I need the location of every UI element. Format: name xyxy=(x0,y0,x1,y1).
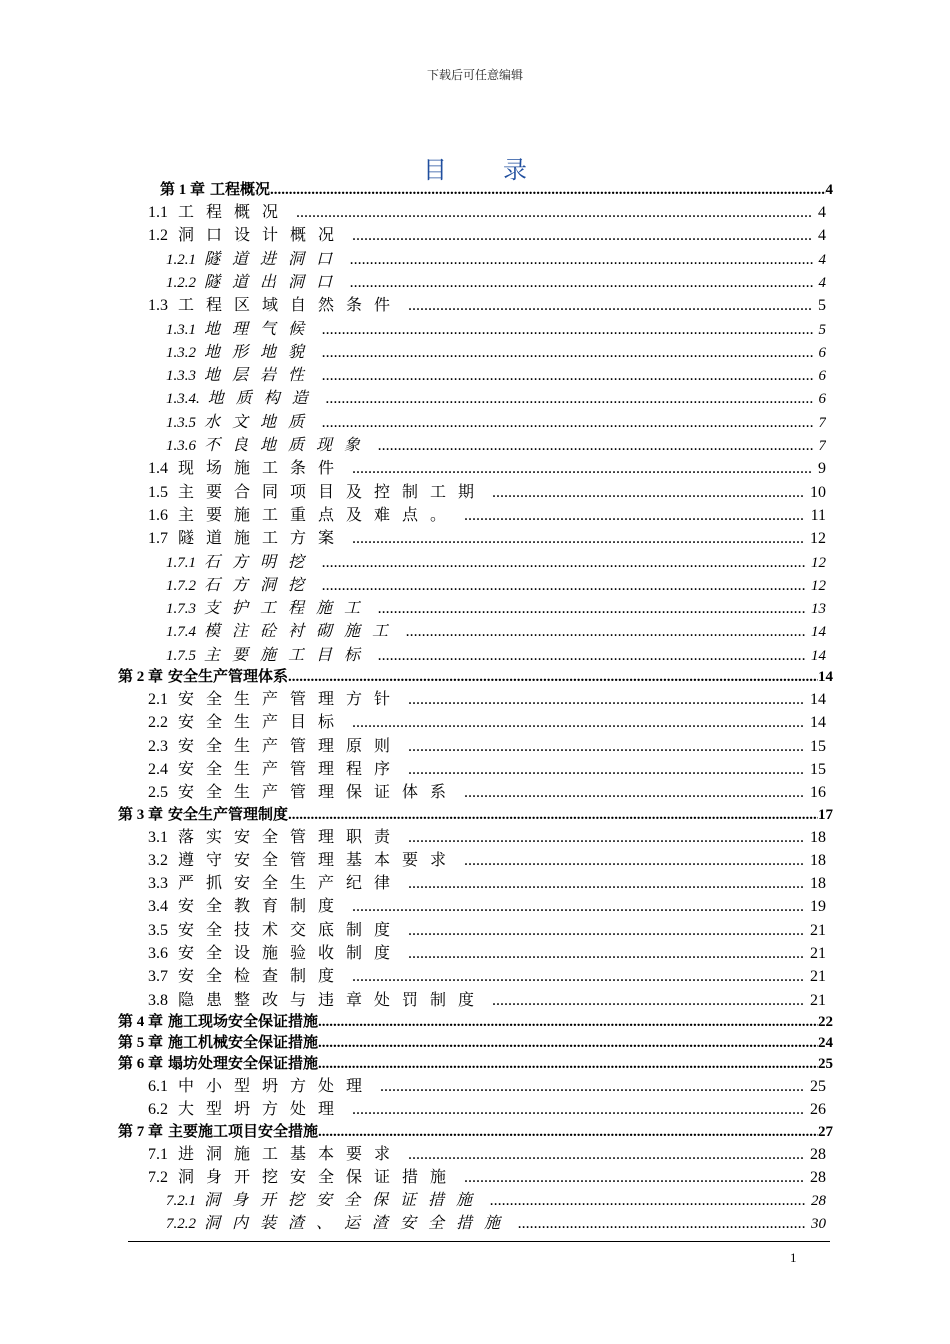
toc-entry-page: 24 xyxy=(818,1034,833,1051)
toc-entry[interactable] xyxy=(148,824,826,848)
toc-entry-label xyxy=(148,963,346,986)
toc-entry-number: 1.2 xyxy=(148,227,168,245)
toc-entry-label xyxy=(148,292,402,315)
dot-leader xyxy=(490,1192,805,1210)
toc-entry-page: 4 xyxy=(818,204,826,221)
toc-entry-number: 第 6 章 xyxy=(118,1055,164,1072)
toc-entry[interactable] xyxy=(148,455,826,479)
toc-entry-page: 13 xyxy=(811,601,826,618)
toc-entry-text: 地层岩性 xyxy=(204,367,317,385)
toc-entry-label xyxy=(148,199,290,222)
toc-entry-page: 19 xyxy=(810,898,826,916)
dot-leader xyxy=(408,297,812,315)
toc-entry-label xyxy=(148,1164,458,1187)
toc-entry-number: 第 5 章 xyxy=(118,1034,164,1051)
toc-entry[interactable] xyxy=(166,362,826,386)
toc-entry-page: 4 xyxy=(818,251,826,268)
dot-leader xyxy=(380,1078,804,1096)
toc-entry-page: 14 xyxy=(811,647,826,664)
toc-entry-text: 隧道进洞口 xyxy=(204,250,345,268)
toc-entry-page: 28 xyxy=(810,1168,826,1186)
toc-entry-label xyxy=(148,824,402,847)
toc-entry-number: 1.1 xyxy=(148,204,168,221)
toc-entry-label xyxy=(148,847,458,870)
dot-leader xyxy=(408,738,804,756)
toc-entry[interactable] xyxy=(148,1164,826,1188)
toc-entry-page: 18 xyxy=(810,851,826,869)
dot-leader xyxy=(492,992,804,1010)
toc-entry-label xyxy=(118,1031,318,1052)
toc-entry[interactable] xyxy=(148,479,826,503)
toc-entry-number: 1.6 xyxy=(148,506,168,524)
toc-entry[interactable] xyxy=(166,618,826,642)
toc-entry-page: 18 xyxy=(810,875,826,893)
toc-entry-label xyxy=(118,803,288,824)
toc-entry-page: 30 xyxy=(811,1216,826,1233)
toc-entry-page: 25 xyxy=(818,1055,833,1072)
toc-entry-page: 5 xyxy=(818,321,826,338)
toc-entry-text: 进洞施工基本要求 xyxy=(178,1145,403,1163)
toc-entry-number: 1.3.1 xyxy=(166,321,196,338)
toc-entry-number: 2.1 xyxy=(148,691,168,708)
toc-entry-page: 21 xyxy=(810,968,826,986)
toc-entry-number: 1.5 xyxy=(148,483,168,501)
toc-entry[interactable] xyxy=(148,686,826,710)
toc-entry-number: 2.3 xyxy=(148,737,168,755)
toc-entry-label xyxy=(118,1052,318,1073)
toc-entry-label xyxy=(166,246,344,269)
toc-entry-text: 地理气候 xyxy=(204,320,317,338)
toc-entry-text: 石方明挖 xyxy=(204,553,317,571)
toc-entry-text: 安全生产管理保证体系 xyxy=(178,784,459,802)
toc-entry-label xyxy=(148,502,458,525)
toc-entry-page: 21 xyxy=(810,991,826,1009)
toc-entry-text: 施工机械安全保证措施 xyxy=(168,1034,319,1051)
dot-leader xyxy=(518,1215,805,1233)
toc-entry[interactable] xyxy=(166,1187,826,1211)
toc-chapter-entry[interactable] xyxy=(118,1052,833,1074)
toc-entry-number: 1.3.5 xyxy=(166,414,196,431)
toc-entry-page: 4 xyxy=(825,182,833,198)
toc-entry-number: 7.2 xyxy=(148,1168,168,1186)
toc-entry-label xyxy=(166,642,372,665)
toc-entry[interactable] xyxy=(148,756,826,780)
dot-leader xyxy=(464,784,804,802)
toc-entry-number: 第 1 章 xyxy=(160,182,206,198)
toc-entry-number: 1.4 xyxy=(148,460,168,478)
toc-entry-label xyxy=(148,779,458,802)
toc-entry-label xyxy=(166,595,372,618)
toc-entry-text: 安全生产管理制度 xyxy=(168,806,289,823)
toc-entry-text: 安全技术交底制度 xyxy=(178,921,403,939)
toc-entry[interactable] xyxy=(148,779,826,803)
dot-leader xyxy=(296,204,812,222)
toc-entry-number: 1.7.4 xyxy=(166,624,196,641)
toc-entry-page: 21 xyxy=(810,921,826,939)
toc-entry[interactable] xyxy=(148,940,826,964)
toc-chapter-entry[interactable] xyxy=(118,1031,833,1053)
toc-entry-text: 安全生产管理程序 xyxy=(178,760,403,778)
dot-leader xyxy=(352,1101,804,1119)
toc-entry-page: 11 xyxy=(810,506,826,524)
toc-entry-page: 21 xyxy=(810,945,826,962)
toc-entry-number: 3.5 xyxy=(148,921,168,939)
toc-entry[interactable] xyxy=(148,733,826,757)
toc-entry-text: 工程概况 xyxy=(210,182,271,198)
toc-entry-text: 模注砼衬砌施工 xyxy=(204,623,401,641)
dot-leader xyxy=(378,647,805,665)
toc-entry-number: 7.2.1 xyxy=(166,1193,196,1210)
dot-leader xyxy=(322,554,805,572)
toc-entry-label xyxy=(166,385,320,408)
toc-entry-label xyxy=(166,362,316,385)
toc-entry-label xyxy=(148,870,402,893)
dot-leader xyxy=(350,251,812,269)
dot-leader xyxy=(408,922,804,940)
toc-entry-text: 不良地质现象 xyxy=(204,437,373,454)
dot-leader xyxy=(322,577,805,595)
toc-entry-text: 施工现场安全保证措施 xyxy=(168,1013,319,1030)
toc-entry-text: 安全生产管理原则 xyxy=(178,737,403,755)
toc-entry-page: 25 xyxy=(810,1077,826,1095)
toc-entry-label xyxy=(166,1210,512,1233)
toc-entry-label xyxy=(160,178,270,199)
toc-entry-text: 洞口设计概况 xyxy=(178,227,347,245)
toc-chapter-entry[interactable] xyxy=(118,1010,833,1032)
dot-leader xyxy=(378,600,805,618)
toc-entry-number: 1.3.6 xyxy=(166,438,196,454)
toc-entry-page: 12 xyxy=(811,554,826,571)
toc-entry-number: 7.2.2 xyxy=(166,1216,196,1233)
toc-entry-page: 22 xyxy=(818,1013,833,1030)
toc-entry-label xyxy=(148,893,346,916)
dot-leader xyxy=(318,1035,818,1052)
toc-entry[interactable] xyxy=(148,525,826,549)
footer-divider xyxy=(128,1241,830,1242)
toc-entry-number: 1.2.1 xyxy=(166,251,196,268)
dot-leader xyxy=(352,460,812,478)
toc-entry-number: 1.7.5 xyxy=(166,647,196,664)
toc-entry[interactable] xyxy=(166,572,826,596)
toc-entry-text: 主要施工重点及难点。 xyxy=(178,506,459,524)
dot-leader xyxy=(288,669,818,686)
dot-leader xyxy=(408,829,804,847)
toc-entry[interactable] xyxy=(166,549,826,573)
toc-entry-label xyxy=(148,222,346,245)
toc-entry-label xyxy=(166,339,316,362)
dot-leader xyxy=(408,761,804,779)
toc-entry-text: 安全生产管理方针 xyxy=(178,691,403,708)
toc-entry-label xyxy=(148,455,346,478)
toc-entry-page: 28 xyxy=(810,1145,826,1163)
dot-leader xyxy=(408,691,804,709)
toc-entry-number: 3.2 xyxy=(148,851,168,869)
toc-entry-number: 2.2 xyxy=(148,714,168,732)
dot-leader xyxy=(464,852,804,870)
toc-entry[interactable] xyxy=(148,987,826,1011)
toc-entry-label xyxy=(166,572,316,595)
toc-entry-page: 14 xyxy=(810,714,826,732)
toc-entry[interactable] xyxy=(166,642,826,666)
toc-entry-page: 5 xyxy=(818,297,826,315)
toc-entry-page: 6 xyxy=(818,368,826,385)
toc-entry-number: 第 3 章 xyxy=(118,806,164,823)
toc-entry-text: 严抓安全生产纪律 xyxy=(178,875,403,893)
toc-entry-number: 2.4 xyxy=(148,760,168,778)
toc-entry-label xyxy=(166,1187,484,1210)
dot-leader xyxy=(322,367,812,385)
toc-entry[interactable] xyxy=(148,917,826,941)
toc-entry-label xyxy=(148,1096,346,1119)
toc-entry-text: 塌坊处理安全保证措施 xyxy=(168,1055,319,1072)
toc-entry-page: 9 xyxy=(818,460,826,478)
dot-leader xyxy=(352,530,804,548)
toc-entry-text: 现场施工条件 xyxy=(178,460,347,478)
toc-entry-number: 第 7 章 xyxy=(118,1123,164,1140)
toc-entry-text: 水文地质 xyxy=(204,413,317,431)
toc-entry-label xyxy=(148,479,486,502)
toc-entry-page: 14 xyxy=(818,669,833,685)
toc-entry[interactable] xyxy=(148,709,826,733)
toc-entry[interactable] xyxy=(166,1210,826,1234)
toc-entry[interactable] xyxy=(148,1096,826,1120)
toc-entry-label xyxy=(148,525,346,548)
toc-entry[interactable] xyxy=(166,595,826,619)
toc-entry-number: 1.3.4. xyxy=(166,391,200,408)
dot-leader xyxy=(318,1124,818,1141)
toc-entry-number: 第 4 章 xyxy=(118,1013,164,1030)
toc-entry-page: 12 xyxy=(810,530,826,548)
toc-entry-page: 15 xyxy=(810,737,826,755)
toc-chapter-entry[interactable] xyxy=(118,665,833,687)
dot-leader xyxy=(350,274,812,292)
toc-entry-number: 1.7.2 xyxy=(166,577,196,594)
toc-entry-text: 地形地貌 xyxy=(204,343,317,361)
toc-entry-number: 3.6 xyxy=(148,945,168,962)
page-number: 1 xyxy=(790,1250,797,1265)
dot-leader xyxy=(408,1146,804,1164)
toc-entry-label xyxy=(148,709,346,732)
toc-entry[interactable] xyxy=(148,1073,826,1097)
dot-leader xyxy=(352,898,804,916)
dot-leader xyxy=(492,484,804,502)
toc-entry-text: 安全检查制度 xyxy=(178,968,347,986)
dot-leader xyxy=(406,623,805,641)
toc-entry[interactable] xyxy=(148,963,826,987)
toc-entry[interactable] xyxy=(166,432,826,456)
toc-entry-page: 7 xyxy=(818,438,826,454)
toc-entry-label xyxy=(148,1141,402,1164)
toc-entry-label xyxy=(166,409,316,432)
toc-entry[interactable] xyxy=(166,269,826,293)
toc-entry-label xyxy=(166,269,344,292)
toc-entry-text: 主要合同项目及控制工期 xyxy=(178,483,487,501)
toc-entry[interactable] xyxy=(148,502,826,526)
toc-entry-text: 隧道出洞口 xyxy=(204,273,345,291)
toc-entry-number: 第 2 章 xyxy=(118,669,164,685)
toc-entry[interactable] xyxy=(166,385,826,409)
toc-entry-label xyxy=(118,1010,318,1031)
dot-leader xyxy=(288,807,818,824)
toc-entry-text: 支护工程施工 xyxy=(204,600,373,618)
toc-chapter-entry[interactable] xyxy=(118,803,833,825)
toc-entry-label xyxy=(166,618,400,641)
dot-leader xyxy=(352,714,804,732)
toc-entry-label xyxy=(166,549,316,572)
toc-entry-label xyxy=(148,733,402,756)
toc-entry-page: 7 xyxy=(818,414,826,431)
toc-entry-text: 落实安全管理职责 xyxy=(178,828,403,846)
toc-entry[interactable] xyxy=(148,222,826,246)
toc-entry-label xyxy=(148,940,402,963)
toc-chapter-entry[interactable] xyxy=(160,178,833,200)
toc-entry-number: 3.7 xyxy=(148,968,168,986)
toc-entry-text: 隐患整改与违章处罚制度 xyxy=(178,991,487,1009)
dot-leader xyxy=(270,182,825,199)
toc-entry-number: 1.7 xyxy=(148,530,168,548)
toc-entry-label xyxy=(148,987,486,1010)
toc-entry-text: 遵守安全管理基本要求 xyxy=(178,851,459,869)
toc-entry-label xyxy=(118,1120,318,1141)
toc-entry-text: 洞身开挖安全保证措施 xyxy=(178,1168,459,1186)
toc-entry-text: 隧道施工方案 xyxy=(178,530,347,548)
toc-entry-page: 15 xyxy=(810,760,826,778)
toc-entry[interactable] xyxy=(166,339,826,363)
toc-entry-text: 主要施工目标 xyxy=(204,646,373,664)
toc-entry-number: 3.4 xyxy=(148,898,168,916)
toc-entry-number: 6.1 xyxy=(148,1077,168,1095)
toc-entry-number: 1.7.3 xyxy=(166,601,196,618)
toc-entry-label xyxy=(148,917,402,940)
toc-entry-page: 10 xyxy=(810,483,826,501)
toc-entry-number: 3.3 xyxy=(148,875,168,893)
dot-leader xyxy=(322,344,812,362)
toc-entry-page: 16 xyxy=(810,784,826,802)
dot-leader xyxy=(378,437,812,455)
toc-entry-label xyxy=(148,686,402,709)
toc-entry-text: 洞身开挖安全保证措施 xyxy=(204,1192,485,1210)
toc-entry[interactable] xyxy=(148,292,826,316)
dot-leader xyxy=(352,968,804,986)
toc-entry[interactable] xyxy=(166,409,826,433)
dot-leader xyxy=(464,507,805,525)
toc-entry-number: 1.3.3 xyxy=(166,368,196,385)
toc-title: 目录 xyxy=(423,158,583,184)
toc-entry-page: 6 xyxy=(818,391,826,408)
dot-leader xyxy=(318,1014,818,1031)
toc-chapter-entry[interactable] xyxy=(118,1120,833,1142)
dot-leader xyxy=(464,1169,804,1187)
toc-entry-page: 14 xyxy=(811,624,826,641)
toc-entry-number: 1.2.2 xyxy=(166,274,196,291)
toc-entry[interactable] xyxy=(148,893,826,917)
toc-entry-page: 28 xyxy=(811,1193,826,1210)
page-header: 下载后可任意编辑 xyxy=(426,68,523,82)
toc-entry-page: 6 xyxy=(818,344,826,361)
toc-entry-number: 2.5 xyxy=(148,784,168,802)
toc-entry-text: 安全教育制度 xyxy=(178,898,347,916)
toc-entry[interactable] xyxy=(148,847,826,871)
toc-entry-number: 1.3.2 xyxy=(166,344,196,361)
dot-leader xyxy=(326,390,813,408)
toc-entry-number: 1.7.1 xyxy=(166,554,196,571)
toc-entry-text: 工程概况 xyxy=(178,204,291,221)
toc-entry-label xyxy=(118,665,288,686)
dot-leader xyxy=(352,227,812,245)
toc-entry-number: 3.8 xyxy=(148,991,168,1009)
toc-entry-text: 石方洞挖 xyxy=(204,576,317,594)
toc-entry-text: 地质构造 xyxy=(207,390,320,408)
toc-entry-page: 4 xyxy=(818,274,826,291)
toc-entry-number: 7.1 xyxy=(148,1145,168,1163)
toc-entry-page: 17 xyxy=(818,806,833,823)
toc-entry-text: 安全生产目标 xyxy=(178,714,347,732)
toc-entry-text: 洞内装渣、运渣安全措施 xyxy=(204,1215,513,1233)
toc-entry[interactable] xyxy=(166,316,826,340)
toc-entry-page: 26 xyxy=(810,1101,826,1119)
toc-entry-page: 4 xyxy=(818,227,826,245)
toc-entry-page: 18 xyxy=(810,828,826,846)
dot-leader xyxy=(318,1056,818,1073)
dot-leader xyxy=(408,875,804,893)
toc-entry-text: 大型坍方处理 xyxy=(178,1101,347,1119)
dot-leader xyxy=(408,945,804,963)
toc-entry-text: 中小型坍方处理 xyxy=(178,1077,375,1095)
toc-entry-label xyxy=(166,316,316,339)
toc-entry-label xyxy=(148,756,402,779)
toc-entry[interactable] xyxy=(148,199,826,223)
toc-entry-label xyxy=(148,1073,374,1096)
toc-entry-number: 1.3 xyxy=(148,297,168,315)
toc-entry-page: 14 xyxy=(810,691,826,708)
toc-entry[interactable] xyxy=(148,1141,826,1165)
dot-leader xyxy=(322,321,812,339)
toc-entry-number: 3.1 xyxy=(148,828,168,846)
toc-entry-label xyxy=(166,432,372,455)
dot-leader xyxy=(322,414,812,432)
toc-entry-text: 安全设施验收制度 xyxy=(178,945,403,962)
toc-entry-text: 主要施工项目安全措施 xyxy=(168,1123,319,1140)
toc-entry-text: 工程区域自然条件 xyxy=(178,297,403,315)
toc-entry-text: 安全生产管理体系 xyxy=(168,669,289,685)
toc-entry[interactable] xyxy=(166,246,826,270)
toc-entry-page: 12 xyxy=(811,577,826,594)
toc-entry-number: 6.2 xyxy=(148,1101,168,1119)
toc-entry-page: 27 xyxy=(818,1123,833,1140)
toc-entry[interactable] xyxy=(148,870,826,894)
